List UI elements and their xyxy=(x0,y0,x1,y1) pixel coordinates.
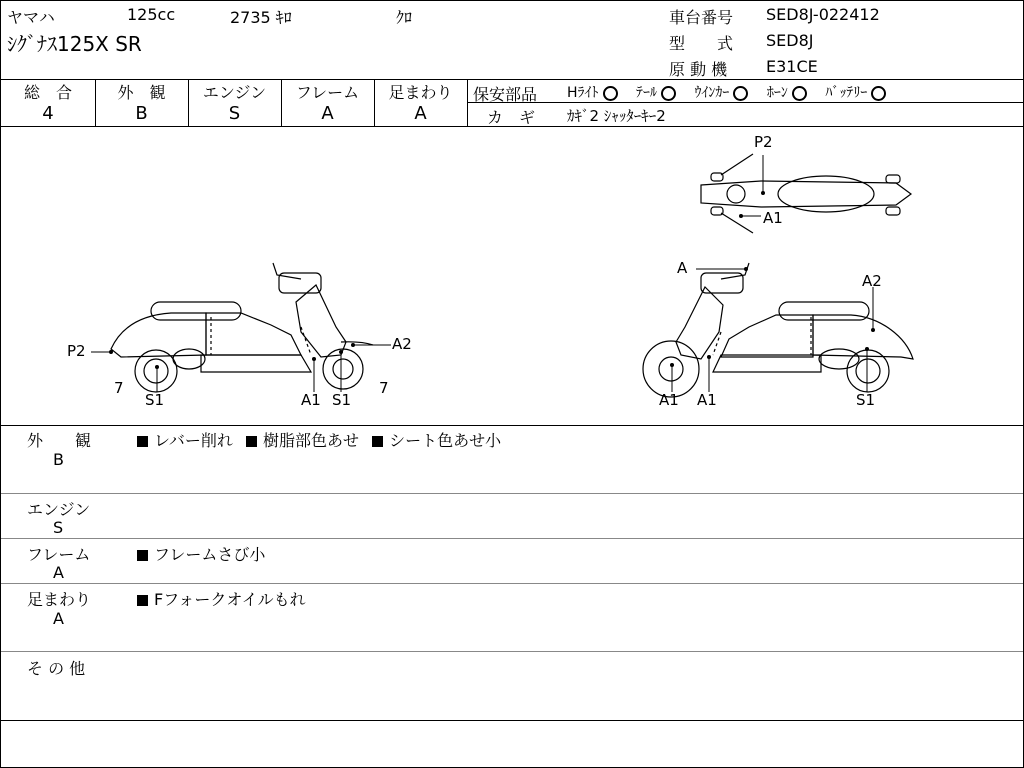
scooter-top-view xyxy=(701,154,911,233)
grade-label: 外 観 xyxy=(117,83,166,102)
mileage: 2735 ｷﾛ xyxy=(230,8,292,27)
remark-notes: フレームさび小 xyxy=(137,542,265,565)
remark-label: 外 観 xyxy=(27,431,92,450)
grade-exterior xyxy=(95,80,188,124)
engine-value: E31CE xyxy=(766,57,818,76)
grade-value: A xyxy=(414,103,427,124)
ok-mark-icon xyxy=(661,86,676,101)
label-a1: A1 xyxy=(697,391,717,409)
ok-mark-icon xyxy=(733,86,748,101)
safety-item-headlight: Hﾗｲﾄ xyxy=(567,85,622,101)
type-label: 型 式 xyxy=(669,34,734,53)
grade-label: エンジン xyxy=(202,83,267,102)
label-a1: A1 xyxy=(659,391,679,409)
damage-diagram xyxy=(1,127,1023,425)
label-a1: A1 xyxy=(301,391,321,409)
remark-grade: B xyxy=(53,450,64,469)
safety-title: 保安部品 xyxy=(473,85,538,104)
remark-label: そ の 他 xyxy=(27,659,86,678)
remark-label: エンジン xyxy=(27,500,91,519)
bullet-icon xyxy=(137,595,148,606)
grade-label: フレーム xyxy=(295,83,360,102)
label-p2: P2 xyxy=(67,342,86,360)
key-value: ｶｷﾞ2 ｼｬｯﾀｰｷｰ2 xyxy=(567,107,666,125)
displacement: 125cc xyxy=(127,5,176,24)
remark-label: フレーム xyxy=(27,545,91,564)
scooter-left-view xyxy=(111,263,373,392)
remark-notes: レバー削れ 樹脂部色あせ シート色あせ小 xyxy=(137,428,501,451)
grade-total xyxy=(1,80,95,124)
grade-label: 足まわり xyxy=(388,83,453,102)
label-s1: S1 xyxy=(856,391,876,409)
label-seven: 7 xyxy=(379,379,389,397)
ok-mark-icon xyxy=(603,86,618,101)
bullet-icon xyxy=(246,436,257,447)
ok-mark-icon xyxy=(792,86,807,101)
label-s1: S1 xyxy=(332,391,352,409)
label-a2: A2 xyxy=(392,335,412,353)
label-seven: 7 xyxy=(114,379,124,397)
color: ｸﾛ xyxy=(396,8,413,27)
remark-grade: A xyxy=(53,609,64,628)
chassis-value: SED8J-022412 xyxy=(766,5,880,24)
label-p2: P2 xyxy=(754,133,773,151)
bullet-icon xyxy=(372,436,383,447)
bullet-icon xyxy=(137,436,148,447)
safety-item-horn: ﾎｰﾝ xyxy=(767,85,811,101)
safety-item-tail: ﾃｰﾙ xyxy=(636,85,680,101)
remark-notes: Fフォークオイルもれ xyxy=(137,587,306,610)
engine-label: 原 動 機 xyxy=(669,60,728,79)
grade-frame xyxy=(281,80,374,124)
safety-item-winker: ｳｲﾝｶｰ xyxy=(694,85,752,101)
safety-item-battery: ﾊﾞｯﾃﾘｰ xyxy=(825,85,890,101)
grade-value: A xyxy=(321,103,334,124)
grade-suspension xyxy=(374,80,467,124)
grade-value: S xyxy=(228,103,241,124)
grade-label: 総 合 xyxy=(23,83,72,102)
remark-grade: A xyxy=(53,563,64,582)
chassis-label: 車台番号 xyxy=(669,8,734,27)
remark-label: 足まわり xyxy=(27,590,92,609)
maker: ヤマハ xyxy=(7,8,55,27)
label-a2: A2 xyxy=(862,272,882,290)
remark-grade: S xyxy=(53,518,64,537)
bullet-icon xyxy=(137,550,148,561)
grade-value: 4 xyxy=(42,103,54,124)
ok-mark-icon xyxy=(871,86,886,101)
label-a1: A1 xyxy=(763,209,783,227)
type-value: SED8J xyxy=(766,31,814,50)
safety-items xyxy=(567,82,890,102)
model-name: ｼｸﾞﾅｽ125X SR xyxy=(7,32,142,56)
key-label: カ ギ xyxy=(487,108,536,127)
grade-engine xyxy=(188,80,281,124)
label-a: A xyxy=(677,259,688,277)
label-s1: S1 xyxy=(145,391,165,409)
grade-value: B xyxy=(135,103,148,124)
